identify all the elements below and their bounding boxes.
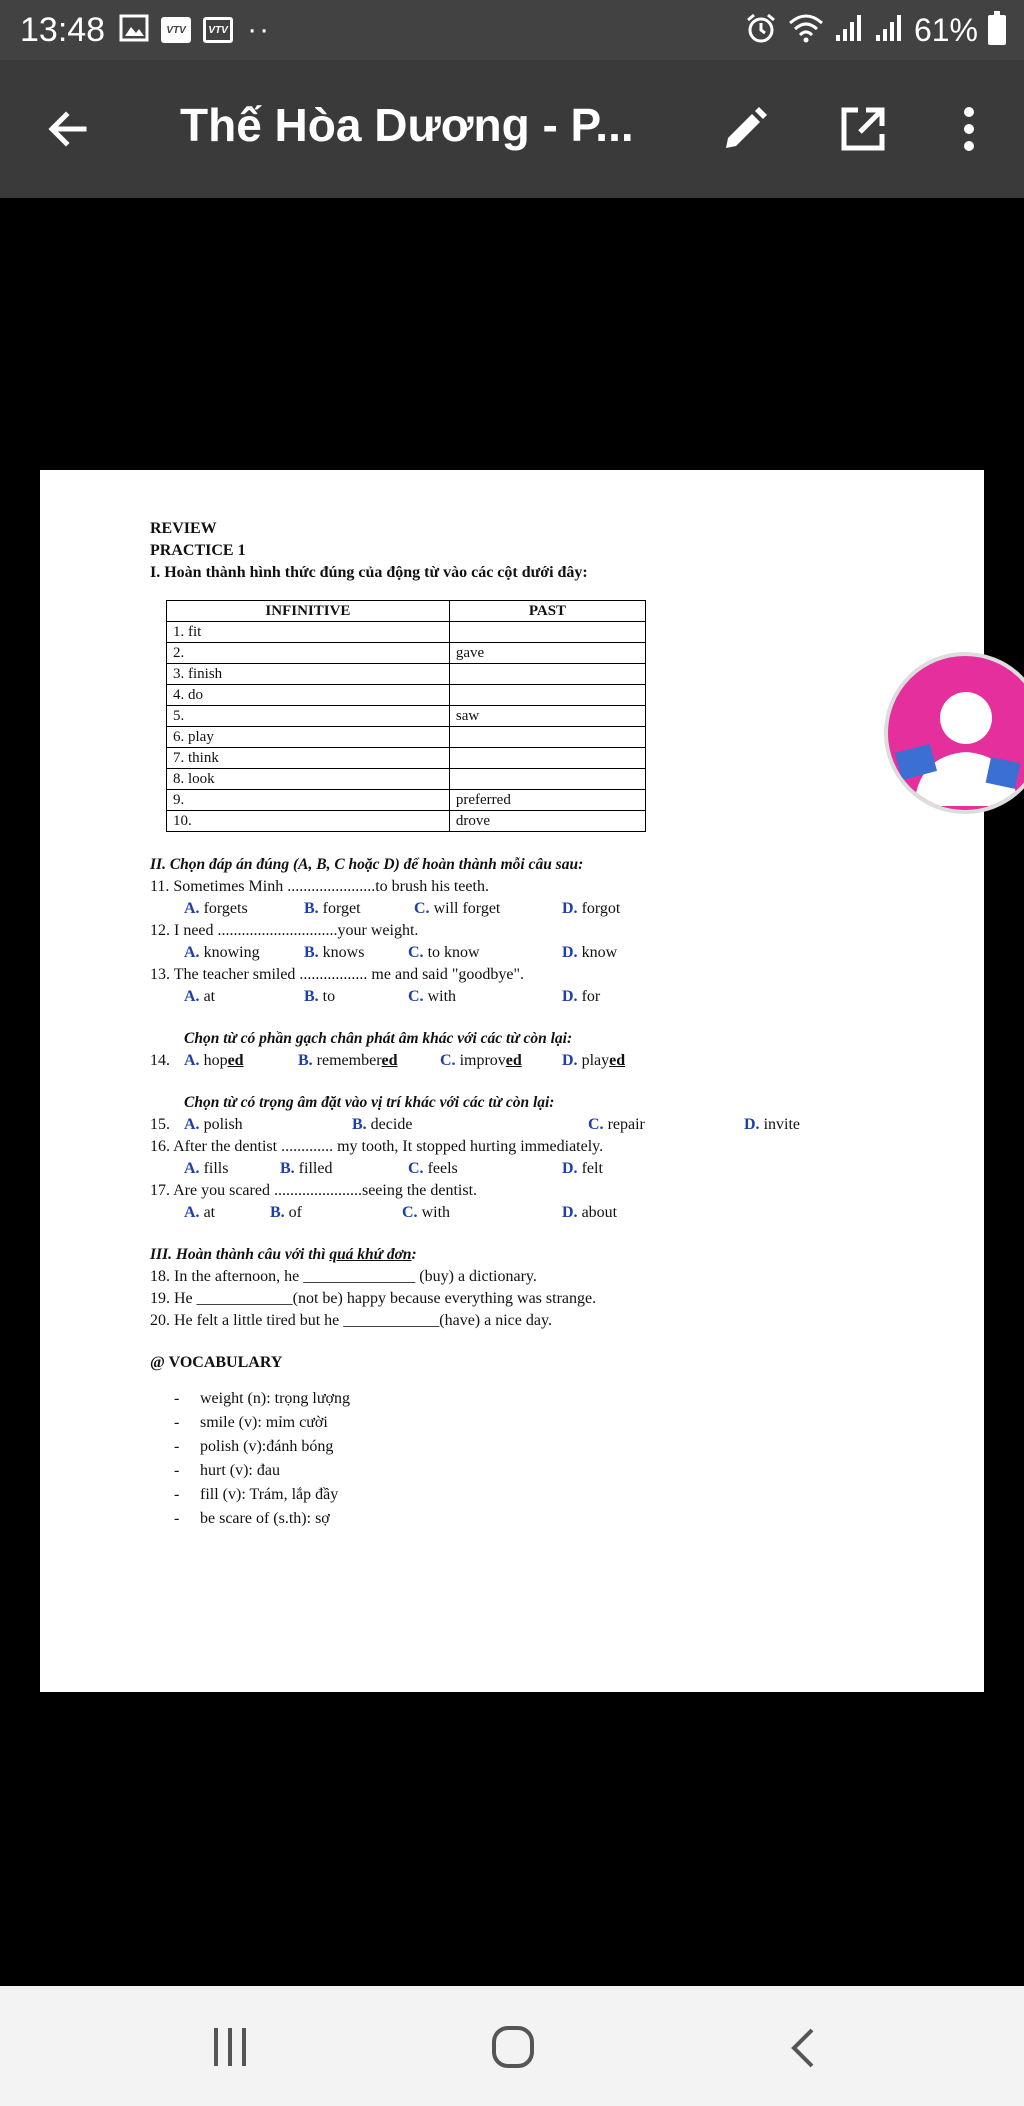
back-arrow-icon[interactable] [44,105,92,153]
question-19: 19. He ____________(not be) happy because everything was strange. [150,1290,597,1307]
question-17-options [150,1202,910,1224]
section-3-heading-text: III. Hoàn thành câu với thì [150,1246,330,1263]
table-row [167,790,646,811]
question-13-options [150,986,910,1008]
question-15 [150,1114,910,1136]
edit-pencil-icon[interactable] [718,104,770,156]
question-14 [150,1050,910,1072]
table-cell: 5. [167,706,450,727]
question-number: 14. [150,1052,170,1069]
table-cell [449,664,645,685]
review-heading: REVIEW [150,520,217,537]
option-a: knowing [203,944,260,961]
option-label: A. [184,944,200,961]
question-stem: 13. The teacher smiled ................. me and said "goodbye". [150,966,525,983]
table-row [167,664,646,685]
pronunciation-heading: Chọn từ có phần gạch chân phát âm khác với các từ còn lại: [184,1030,573,1047]
practice-heading: PRACTICE 1 [150,542,246,559]
list-item: - weight (n): trọng lượng [150,1388,910,1412]
option-c: improv [459,1052,506,1069]
underlined-part: ed [227,1052,244,1069]
option-label: A. [184,1160,200,1177]
option-label: C. [408,1160,424,1177]
question-stem: 12. I need ..............................your weight. [150,922,419,939]
option-label: D. [562,1204,578,1221]
table-cell: 10. [167,811,450,832]
table-cell [449,748,645,769]
question-12-options [150,942,910,964]
table-cell: drove [449,811,645,832]
table-row [167,643,646,664]
more-vert-icon[interactable] [944,104,994,154]
table-row [167,811,646,832]
table-cell: 3. finish [167,664,450,685]
table-cell: saw [449,706,645,727]
app-bar [0,60,1024,198]
option-label: B. [304,900,319,917]
table-row [167,685,646,706]
table-cell: 6. play [167,727,450,748]
open-external-icon[interactable] [838,104,888,154]
option-d: forgot [581,900,621,917]
option-a: hop [203,1052,228,1069]
table-header: INFINITIVE [167,601,450,622]
table-row [167,727,646,748]
question-16 [150,1136,910,1158]
home-icon[interactable] [490,2024,536,2070]
table-cell: 8. look [167,769,450,790]
table-cell: 2. [167,643,450,664]
question-12 [150,920,910,942]
option-b: filled [298,1160,333,1177]
table-cell: 7. think [167,748,450,769]
option-c: repair [607,1116,645,1133]
navigation-bar [0,1986,1024,2106]
table-cell [449,685,645,706]
option-c: with [427,988,457,1005]
option-d: for [581,988,601,1005]
option-b: forget [322,900,361,917]
wifi-icon [788,13,824,48]
option-label: C. [440,1052,456,1069]
table-row [167,622,646,643]
signal-icon [834,13,864,48]
option-a: polish [203,1116,243,1133]
signal-icon [874,13,904,48]
table-cell: 9. [167,790,450,811]
option-c: to know [427,944,480,961]
option-a: forgets [203,900,248,917]
question-stem: 11. Sometimes Minh ......................to brush his teeth. [150,878,489,895]
option-label: A. [184,1116,200,1133]
option-b: remember [316,1052,382,1069]
recents-icon[interactable] [210,2026,250,2068]
option-label: D. [562,1052,578,1069]
option-label: C. [408,988,424,1005]
vtv-icon: VTV [161,17,191,43]
battery-icon [988,15,1006,45]
option-label: C. [588,1116,604,1133]
option-label: B. [304,988,319,1005]
vocabulary-list [150,1388,910,1532]
section-1-heading: I. Hoàn thành hình thức đúng của động từ vào các cột dưới đây: [150,564,588,581]
question-stem: 16. After the dentist ............. my tooth, It stopped hurting immediately. [150,1138,604,1155]
option-label: C. [408,944,424,961]
table-cell: preferred [449,790,645,811]
question-11-options [150,898,910,920]
list-item: - hurt (v): đau [150,1460,910,1484]
option-label: D. [562,1160,578,1177]
question-13 [150,964,910,986]
verb-table [166,600,646,832]
table-cell [449,769,645,790]
status-bar [0,0,1024,60]
option-b: decide [370,1116,413,1133]
option-a: at [203,1204,216,1221]
option-label: A. [184,1204,200,1221]
option-label: B. [270,1204,285,1221]
underlined-part: ed [609,1052,626,1069]
option-b: knows [322,944,365,961]
option-label: D. [562,988,578,1005]
option-label: B. [280,1160,295,1177]
table-cell [449,622,645,643]
option-label: B. [298,1052,313,1069]
question-number: 15. [150,1116,170,1133]
section-3-heading-underlined: quá khứ đơn [329,1246,412,1263]
table-row [167,706,646,727]
list-item: - polish (v):đánh bóng [150,1436,910,1460]
option-c: feels [427,1160,458,1177]
question-17 [150,1180,910,1202]
option-label: A. [184,988,200,1005]
section-3-heading [150,1244,910,1266]
list-item: - fill (v): Trám, lắp đầy [150,1484,910,1508]
option-label: D. [562,944,578,961]
image-icon [119,14,149,47]
option-label: A. [184,900,200,917]
option-c: with [421,1204,451,1221]
table-cell: gave [449,643,645,664]
vtv-icon: VTV [203,17,233,43]
option-label: D. [744,1116,760,1133]
back-icon[interactable] [786,2026,818,2070]
document-page [40,470,984,1692]
table-row [167,748,646,769]
question-11 [150,876,910,898]
list-item: - smile (v): mỉm cười [150,1412,910,1436]
battery-percent: 61% [913,11,978,48]
option-b: of [288,1204,302,1221]
option-label: B. [352,1116,367,1133]
option-b: to [322,988,336,1005]
option-label: A. [184,1052,200,1069]
stress-heading: Chọn từ có trọng âm đặt vào vị trí khác với các từ còn lại: [184,1094,555,1111]
underlined-part: ed [505,1052,522,1069]
more-notifications-dots: ·· [247,13,272,46]
option-label: B. [304,944,319,961]
question-stem: 17. Are you scared ......................seeing the dentist. [150,1182,478,1199]
option-label: C. [414,900,430,917]
option-a: fills [203,1160,229,1177]
document-content [150,518,910,1532]
question-16-options [150,1158,910,1180]
option-d: play [581,1052,610,1069]
option-label: D. [562,900,578,917]
table-cell [449,727,645,748]
document-title: Thế Hòa Dương - P... [180,99,634,151]
status-time: 13:48 [20,10,106,49]
option-d: about [581,1204,618,1221]
option-d: felt [581,1160,603,1177]
option-c: will forget [433,900,501,917]
vocabulary-heading: @ VOCABULARY [150,1354,283,1371]
option-d: invite [763,1116,800,1133]
section-2-heading: II. Chọn đáp án đúng (A, B, C hoặc D) để hoàn thành mỗi câu sau: [150,856,584,873]
table-header-row [167,601,646,622]
question-18: 18. In the afternoon, he ______________ (buy) a dictionary. [150,1268,537,1285]
option-d: know [581,944,618,961]
option-a: at [203,988,216,1005]
underlined-part: ed [381,1052,398,1069]
section-3-heading-colon: : [411,1246,417,1263]
table-cell: 1. fit [167,622,450,643]
table-cell: 4. do [167,685,450,706]
table-row [167,769,646,790]
question-20: 20. He felt a little tired but he ____________(have) a nice day. [150,1312,552,1329]
option-label: C. [402,1204,418,1221]
table-header: PAST [449,601,645,622]
alarm-icon [744,11,778,50]
list-item: - be scare of (s.th): sợ [150,1508,910,1532]
